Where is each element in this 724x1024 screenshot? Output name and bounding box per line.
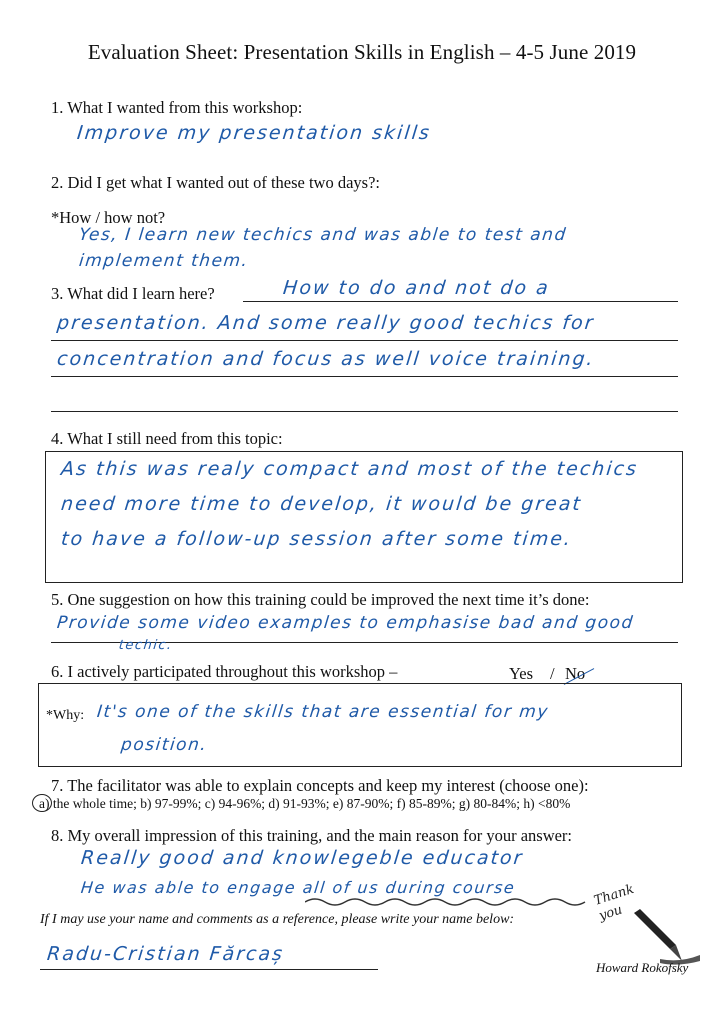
- question-8-answer-line-2: He was able to engage all of us during course: [80, 878, 517, 897]
- question-4-label: 4. What I still need from this topic:: [51, 429, 283, 448]
- wavy-line: [305, 896, 595, 908]
- question-2-answer-line-2: implement them.: [78, 251, 250, 271]
- pen-icon: [630, 905, 702, 965]
- answer-line: [51, 376, 678, 377]
- page-title: Evaluation Sheet: Presentation Skills in English – 4-5 June 2019: [87, 40, 637, 64]
- question-4-answer-line-1: As this was realy compact and most of the techics: [60, 458, 640, 480]
- question-2-how-label: *How / how not?: [51, 208, 166, 227]
- question-6-answer-line-2: position.: [120, 735, 209, 755]
- yes-option: Yes: [509, 664, 534, 683]
- question-5-answer-line-1: Provide some video examples to emphasise bad and good: [56, 613, 635, 633]
- answer-line: [51, 340, 678, 341]
- question-2-answer-line-1: Yes, I learn new techics and was able to test and: [78, 225, 568, 245]
- signature-name: Howard Rokofsky: [596, 960, 689, 975]
- thank-you-text: Thank you: [592, 881, 636, 924]
- answer-line: [243, 301, 678, 302]
- question-3-answer-line-1: How to do and not do a: [282, 277, 551, 299]
- why-label: *Why:: [46, 708, 85, 723]
- question-3-label: 3. What did I learn here?: [51, 284, 215, 303]
- question-5-label: 5. One suggestion on how this training could be improved the next time it’s done:: [51, 590, 590, 609]
- question-3-answer-line-2: presentation. And some really good techics for: [56, 312, 596, 334]
- question-3-answer-line-3: concentration and focus as well voice training.: [56, 348, 596, 370]
- name-line: [40, 969, 378, 970]
- question-1-answer: Improve my presentation skills: [76, 122, 433, 144]
- question-2-label: 2. Did I get what I wanted out of these two days?:: [51, 173, 381, 192]
- question-8-label: 8. My overall impression of this training, and the main reason for your answer:: [51, 826, 573, 845]
- question-6-answer-line-1: It's one of the skills that are essential for my: [96, 702, 550, 722]
- respondent-name: Radu-Cristian Fărcaș: [46, 943, 286, 965]
- question-8-answer-line-1: Really good and knowlegeble educator: [80, 847, 525, 869]
- question-4-answer-line-3: to have a follow-up session after some time.: [60, 528, 574, 550]
- reference-note: If I may use your name and comments as a reference, please write your name below:: [40, 912, 515, 927]
- question-7-label: 7. The facilitator was able to explain concepts and keep my interest (choose one):: [51, 776, 589, 795]
- no-option: No: [565, 664, 586, 683]
- question-6-label: 6. I actively participated throughout this workshop –: [51, 662, 398, 681]
- answer-line: [51, 411, 678, 412]
- question-7-options: a) the whole time; b) 97-99%; c) 94-96%; d) 91-93%; e) 87-90%; f) 85-89%; g) 80-84%; h) <80%: [39, 796, 571, 811]
- question-5-answer-line-2: techic.: [118, 638, 174, 653]
- yes-no-separator: /: [550, 664, 555, 683]
- question-4-answer-line-2: need more time to develop, it would be great: [60, 493, 584, 515]
- question-1-label: 1. What I wanted from this workshop:: [51, 98, 303, 117]
